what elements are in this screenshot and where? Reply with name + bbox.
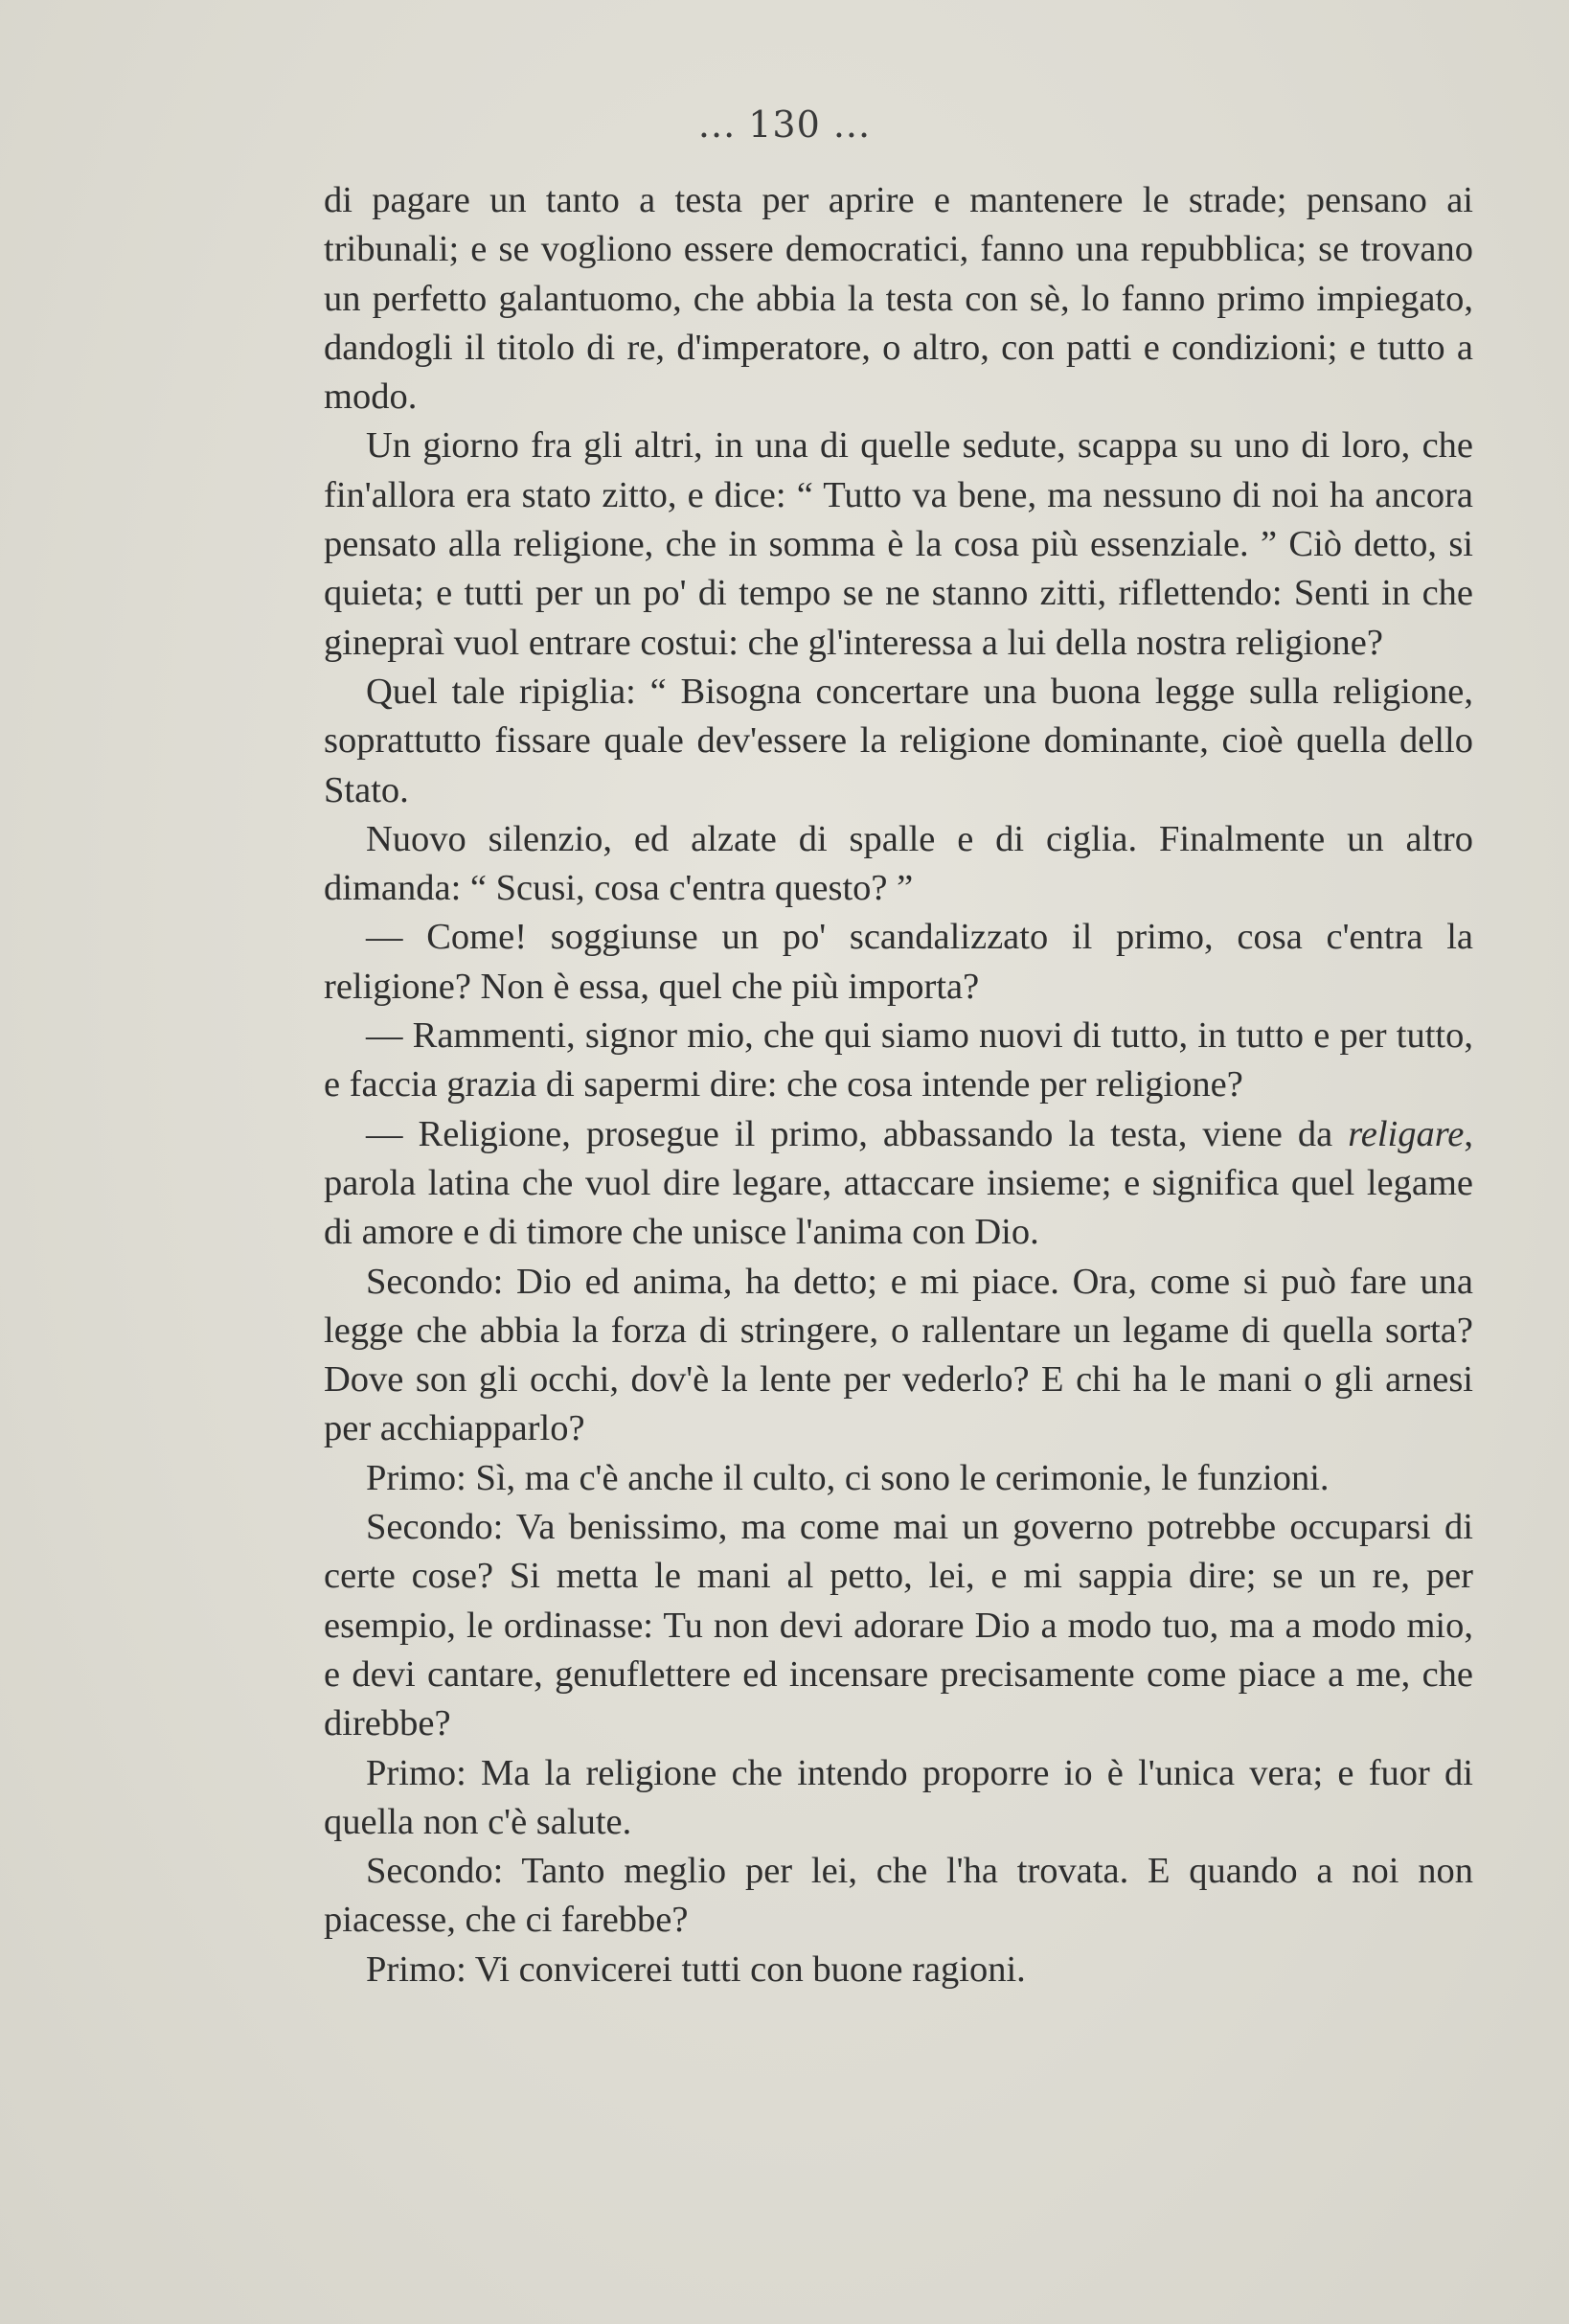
- paragraph-2: Un giorno fra gli altri, in una di quelle sedute, scappa su uno di loro, che fin'allora era stato zitto, e dice: “ Tutto va bene, ma nessuno di noi ha ancora pensato alla religione, che in somma è la cosa più essenziale. ” Ciò detto, si quieta; e tutti per un po' di tempo se ne stanno zitti, riflettendo: Senti in che ginepraì vuol entrare costui: che gl'interessa a lui della nostra religione?: [324, 425, 1473, 663]
- paragraph-6: — Rammenti, signor mio, che qui siamo nuovi di tutto, in tutto e per tutto, e faccia grazia di sapermi dire: che cosa intende per religione?: [324, 1015, 1473, 1105]
- paragraph-1: di pagare un tanto a testa per aprire e mantenere le strade; pensano ai tribunali; e se vogliono essere democratici, fanno una repubblica; se trovano un perfetto galantuomo, che abbia la testa con sè, lo fanno primo impiegato, dandogli il titolo di re, d'imperatore, o altro, con patti e condizioni; e tutto a modo.: [324, 180, 1473, 418]
- paragraph-8: Secondo: Dio ed anima, ha detto; e mi piace. Ora, come si può fare una legge che abbia la forza di stringere, o rallentare un legame di quella sorta? Dove son gli occhi, dov'è la lente per vederlo? E chi ha le mani o gli arnesi per acchiapparlo?: [324, 1261, 1473, 1449]
- paragraph-11: Primo: Ma la religione che intendo proporre io è l'unica vera; e fuor di quella non c'è salute.: [324, 1752, 1473, 1842]
- latin-word: religare: [1348, 1113, 1465, 1154]
- paragraph-7-start: — Religione, prosegue il primo, abbassando la testa, viene da: [366, 1113, 1349, 1154]
- paragraph-9: Primo: Sì, ma c'è anche il culto, ci sono le cerimonie, le funzioni.: [366, 1457, 1330, 1498]
- paragraph-3: Quel tale ripiglia: “ Bisogna concertare una buona legge sulla religione, soprattutto fissare quale dev'essere la religione dominante, cioè quella dello Stato.: [324, 671, 1473, 810]
- body-text: [324, 176, 1473, 1994]
- paragraph-7-end: , parola latina che vuol dire legare, attaccare insieme; e significa quel legame di amore e di timore che unisce l'anima con Dio.: [324, 1113, 1473, 1253]
- paragraph-5: — Come! soggiunse un po' scandalizzato il primo, cosa c'entra la religione? Non è essa, quel che più importa?: [324, 917, 1473, 1007]
- paragraph-4: Nuovo silenzio, ed alzate di spalle e di ciglia. Finalmente un altro dimanda: “ Scusi, cosa c'entra questo? ”: [324, 818, 1473, 909]
- page-number: ... 130 ...: [697, 103, 872, 146]
- paragraph-12: Secondo: Tanto meglio per lei, che l'ha trovata. E quando a noi non piacesse, che ci farebbe?: [324, 1851, 1473, 1941]
- paragraph-10: Secondo: Va benissimo, ma come mai un governo potrebbe occuparsi di certe cose? Si metta le mani al petto, lei, e mi sappia dire; se un re, per esempio, le ordinasse: Tu non devi adorare Dio a modo tuo, ma a modo mio, e devi cantare, genuflettere ed incensare precisamente come piace a me, che direbbe?: [324, 1507, 1473, 1744]
- paragraph-7: [324, 1110, 1473, 1258]
- paragraph-13: Primo: Vi convicerei tutti con buone ragioni.: [366, 1948, 1026, 1990]
